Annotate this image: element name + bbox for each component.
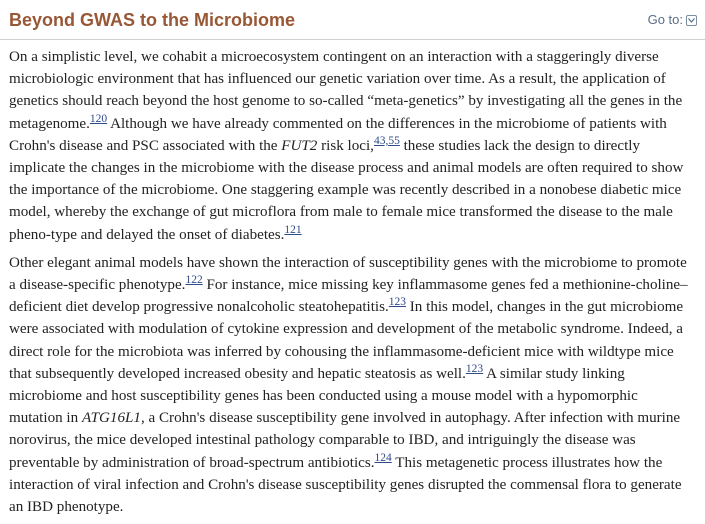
citation xyxy=(374,135,400,147)
citation-link-123[interactable]: 123 xyxy=(388,296,406,309)
citation-link-124[interactable]: 124 xyxy=(374,451,392,464)
goto-label: Go to: xyxy=(647,12,683,27)
citation xyxy=(90,113,107,125)
text-run: A similar study linking microbiome and host susceptibility genes has been conducted using a mouse model with a hypomorphic mutation in xyxy=(9,365,638,427)
text-run: Although we have already commented on the differences in the microbiome of patients with Crohn's disease and PSC associated with the xyxy=(9,115,667,154)
section-title: Beyond GWAS to the Microbiome xyxy=(9,10,296,30)
paragraph-1 xyxy=(9,46,694,246)
text-run: In this model, changes in the gut microbiome were associated with modulation of cytokine expression and development of the metabolic syndrome. Indeed, a direct role for the microbiota was inferred by cohousing the inflammasome-deficient mice with wildtype mice that subsequently developed increased obesity and hepatic steatosis as well. xyxy=(9,299,684,382)
citation-link-122[interactable]: 122 xyxy=(185,274,203,287)
citation xyxy=(466,363,483,375)
citation xyxy=(284,224,301,236)
goto-dropdown[interactable] xyxy=(648,12,697,28)
chevron-down-icon xyxy=(686,15,697,26)
text-run: Other elegant animal models have shown the interaction of susceptibility genes with the microbiome to promote a disease-specific phenotype. xyxy=(9,254,687,294)
text-run: risk loci, xyxy=(317,137,374,154)
citation-link-43-55[interactable]: 43,55 xyxy=(373,134,400,147)
citation-link-121[interactable]: 121 xyxy=(284,223,302,236)
citation xyxy=(185,274,202,286)
citation-link-123[interactable]: 123 xyxy=(465,362,484,375)
citation xyxy=(389,296,406,308)
text-run: This metagenetic process illustrates how the interaction of viral infection and Crohn's disease susceptibility genes disrupted the commensal flora to generate an IBD phenotype. xyxy=(9,454,682,516)
text-run: these studies lack the design to directly implicate the changes in the microbiome with the disease process and animal models are often required to show the importance of the microbiome. One staggering example was recently described in a nonobese diabetic mice model, whereby the exchange of gut microflora from male to female mice transformed the disease to the male pheno-type and delayed the onset of diabetes. xyxy=(9,137,684,243)
gene-name: ATG16L1 xyxy=(81,410,141,427)
section-header xyxy=(0,0,705,40)
text-run: , a Crohn's disease susceptibility gene involved in autophagy. After infection with murine norovirus, the mice developed intestinal pathology comparable to IBD, and intriguingly the disease was preventable by administration of broad-spectrum antibiotics. xyxy=(9,410,681,471)
section-body xyxy=(9,46,694,524)
text-run: On a simplistic level, we cohabit a microecosystem contingent on an interaction with a staggeringly diverse microbiologic environment that has influenced our genetic variation over time. As a result, the application of genetics should reach beyond the host genome to so-called “meta-genetics” by investigating all the genes in the metagenome. xyxy=(9,49,683,132)
citation-link-120[interactable]: 120 xyxy=(89,112,108,125)
citation xyxy=(375,452,392,464)
paragraph-2 xyxy=(9,252,694,518)
gene-name: FUT2 xyxy=(281,137,318,154)
text-run: For instance, mice missing key inflammasome genes fed a methionine-choline–deficient diet develop progressive nonalcoholic steatohepatitis. xyxy=(9,277,688,316)
